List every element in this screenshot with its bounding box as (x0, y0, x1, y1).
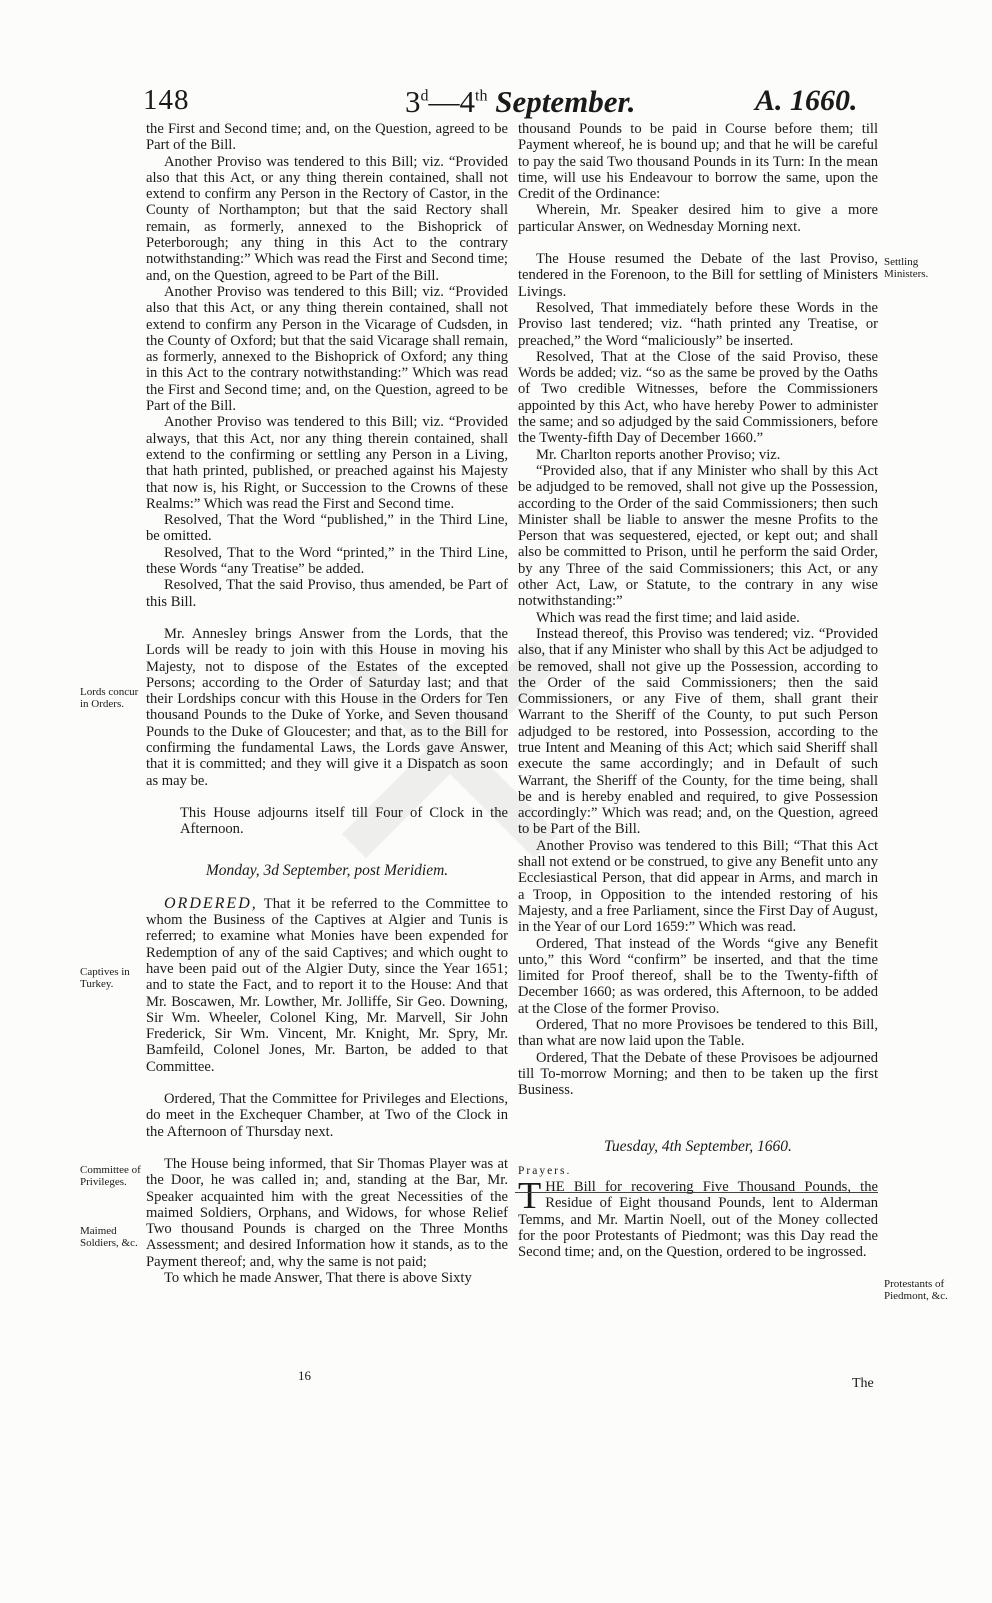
paragraph: The House being informed, that Sir Thomas Player was at the Door, he was called in; and, standing at the Bar, Mr. Speaker acquainted him with the great Necessities of the maimed Soldiers, Orphans, and Widows, for whose Relief Two thousand Pounds is charged on the Three Months Assessment; and desired Information how it stands, as to the Payment thereof; and, why the same is not paid; (146, 1155, 508, 1270)
margin-note-settling: Settling Ministers. (884, 256, 929, 280)
paragraph: Another Proviso was tendered to this Bill; viz. “Provided also that this Act, or any thing therein contained, shall not extend to confirm any Person in the Rectory of Castor, in the County of Northampton; but that the said Rectory shall remain, as formerly, annexed to the Bishoprick of Peterborough; any thing in this Act to the contrary notwithstanding:” Which was read the First and Second time; and, on the Question, agreed to be Part of the Bill. (146, 153, 508, 284)
page-number: 148 (143, 84, 190, 116)
catchword: The (852, 1376, 874, 1391)
paragraph: Ordered, That the Committee for Privileges and Elections, do meet in the Exchequer Chamber, at Two of the Clock in the Afternoon of Thursday next. (146, 1091, 508, 1140)
paragraph: That it be referred to the Committee to whom the Business of the Captives at Algier and Tunis is referred; to examine what Monies have been expended for Redemption of any of the said Captives; and which ought to have been paid out of the Algier Duty, since the Year 1651; and to state the Fact, and to report it to the House: And that Mr. Boscawen, Mr. Lowther, Mr. Jolliffe, Sir Geo. Downing, Sir Wm. Wheeler, Colonel King, Mr. Marvell, Sir John Frederick, Sir Wm. Vincent, Mr. Knight, Mr. Spry, Mr. Bamfeild, Colonel Jones, Mr. Barton, be added to that Committee. (146, 895, 508, 1075)
margin-note-lords-concur: Lords concur in Orders. (80, 686, 139, 710)
paragraph: Another Proviso was tendered to this Bill; viz. “Provided always, that this Act, nor any thing therein contained, shall extend to the confirming or settling any Person in a Living, that hath printed, published, or preached against his Majesty that now is, his Right, or Succession to the Crowns of these Realms:” Which was read the First and Second time. (146, 414, 508, 512)
paragraph: Resolved, That immediately before these Words in the Proviso last tendered; viz. “hath printed any Treatise, or preached,” the Word “maliciously” be inserted. (518, 299, 878, 349)
paragraph: Resolved, That at the Close of the said Proviso, these Words be added; viz. “so as the same be proved by the Oaths of Two credible Witnesses, before the Commissioners appointed by this Act, who have hereby Power to administer the same; and so adjudged by the said Commissioners, before the Twenty-fifth Day of December 1660.” (518, 348, 878, 447)
paragraph: thousand Pounds to be paid in Course before them; till Payment whereof, he is bound up; and that he will be careful to pay the said Two thousand Pounds in its Turn: In the mean time, will use his Endeavour to borrow the same, upon the Credit of the Ordinance: (518, 121, 878, 203)
paragraph: Resolved, That to the Word “printed,” in the Third Line, these Words “any Treatise” be added. (146, 544, 508, 578)
margin-note-protestants: Protestants of Piedmont, &c. (884, 1278, 948, 1302)
signature-mark: 16 (298, 1368, 311, 1383)
prayers-heading: Prayers. (518, 1164, 572, 1177)
paragraph: “Provided also, that if any Minister who shall by this Act be adjudged to be removed, shall not give up the Possession, according to the Order of the said Commissioners; then such Minister shall be liable to answer the mesne Profits to the Person that was sequestered, ejected, or kept out; and shall also be committed to Prison, until he perform the said Order, by any Three of the said Commissioners; this Act, or any other Act, Law, or Statute, to the contrary in any wise notwithstanding:” (518, 462, 878, 610)
paragraph: the First and Second time; and, on the Question, agreed to be Part of the Bill. (146, 121, 508, 154)
paragraph: Which was read the first time; and laid aside. (536, 609, 800, 626)
right-column (518, 121, 878, 1261)
left-column (146, 121, 508, 1286)
ordered-lead: ORDERED, (164, 894, 258, 912)
margin-note-maimed: Maimed Soldiers, &c. (80, 1225, 138, 1249)
paragraph: Instead thereof, this Proviso was tendered; viz. “Provided also, that if any Minister who shall by this Act be adjudged to be removed, shall not give up the Possession, according to the Order of the said Commissioners; then the said Commissioners, or any Five of them, shall grant their Warrant to the Sheriff of the County, to put such Person adjudged to be restored, into Possession, according to the true Intent and Meaning of this Act; which said Sheriff shall execute the same accordingly; and in Default of such Warrant, the Sheriff of the County, for the time being, shall be and is hereby enabled and required, to give Possession accordingly:” Which was read; and, on the Question, agreed to be Part of the Bill. (518, 625, 878, 838)
page-date-heading: 3$^d$—4th September. (405, 84, 636, 119)
paragraph: The House resumed the Debate of the last Proviso, tendered in the Forenoon, to the Bill for settling of Ministers Livings. (518, 251, 878, 300)
paragraph: Ordered, That no more Provisoes be tendered to this Bill, than what are now laid upon the Table. (518, 1017, 878, 1050)
paragraph: Another Proviso was tendered to this Bill; viz. “Provided also that this Act, or any thing therein contained, shall not extend to confirm any Person in the Vicarage of Cudsden, in the County of Oxford; but that the said Vicarage shall remain, as formerly, annexed to the Bishoprick of Oxford; any thing in this Act to the contrary notwithstanding:” Which was read the First and Second time; and, on the Question, agreed to be Part of the Bill. (146, 283, 508, 415)
section-divider (515, 1192, 878, 1193)
paragraph: Another Proviso was tendered to this Bill; “That this Act shall not extend or be construed, to give any Benefit unto any Ecclesiastical Person, that did appear in Arms, and march in a Troop, in Opposition to the intended restoring of his Majesty, and a free Parliament, since the First Day of August, in the Year of our Lord 1659:” Which was read. (518, 837, 878, 936)
paragraph: Ordered, That the Debate of these Provisoes be adjourned till To-morrow Morning; and then to be taken up the first Business. (518, 1049, 878, 1099)
day-title: Tuesday, 4th September, 1660. (604, 1137, 792, 1155)
margin-note-captives: Captives in Turkey. (80, 966, 130, 990)
page-year: A. 1660. (755, 84, 858, 117)
paragraph: To which he made Answer, That there is above Sixty (164, 1270, 472, 1286)
adjournment-line: This House adjourns itself till Four of Clock in the Afternoon. (180, 804, 508, 838)
paragraph: Ordered, That instead of the Words “give any Benefit unto,” this Word “confirm” be inserted, and that the time limited for Proof thereof, shall be to the Twenty-fifth of December 1660; as was ordered, this Afternoon, to be added at the Close of the former Proviso. (518, 935, 878, 1017)
paragraph: Mr. Charlton reports another Proviso; viz. (536, 446, 781, 463)
paragraph: Wherein, Mr. Speaker desired him to give a more particular Answer, on Wednesday Morning next. (518, 202, 878, 235)
paragraph: HE Bill for recovering Five Thousand Pounds, the Residue of Eight thousand Pounds, lent to Alderman Temms, and Mr. Martin Noell, out of the Money collected for the poor Protestants of Piedmont; was this Day read the Second time; and, on the Question, ordered to be ingrossed. (518, 1179, 878, 1261)
paragraph: Resolved, That the Word “published,” in the Third Line, be omitted. (146, 512, 508, 545)
day-title: Monday, 3d September, post Meridiem. (205, 862, 449, 880)
margin-note-committee: Committee of Privileges. (80, 1164, 141, 1188)
drop-cap: T (518, 1175, 542, 1218)
paragraph: Mr. Annesley brings Answer from the Lords, that the Lords will be ready to join with this House in moving his Majesty, not to dispose of the Estates of the excepted Persons; according to the Order of Saturday last; and that their Lordships concur with this House in the Orders for Ten thousand Pounds to the Duke of Yorke, and Seven thousand Pounds to the Duke of Gloucester; and that, as to the Bill for confirming the fundamental Laws, the Lords gave Answer, that it is committed; and they will give it a Dispatch as soon as may be. (146, 625, 508, 789)
paragraph: Resolved, That the said Proviso, thus amended, be Part of this Bill. (146, 577, 508, 610)
